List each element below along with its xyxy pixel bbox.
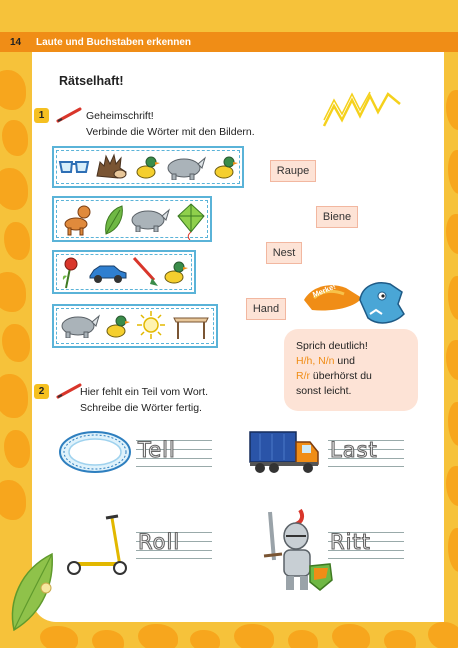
rhino-icon xyxy=(128,208,170,232)
page-header xyxy=(0,0,458,52)
rose-icon xyxy=(60,256,82,290)
leaf-decoration-icon xyxy=(6,552,58,632)
page-title: Rätselhaft! xyxy=(59,74,124,88)
word-ritt: Ritt xyxy=(330,530,371,554)
truck-icon xyxy=(248,428,320,476)
merke-tag: Merke! xyxy=(311,281,337,300)
rhino-icon xyxy=(164,156,206,180)
kite-icon xyxy=(176,202,206,240)
car-icon xyxy=(88,262,128,284)
exercise-2-instruction xyxy=(80,384,208,416)
scooter-icon xyxy=(64,512,130,576)
writing-lines-roll[interactable] xyxy=(136,532,212,558)
word-card-biene[interactable]: Biene xyxy=(316,206,358,228)
exercise-1-line-2: Verbinde die Wörter mit den Bildern. xyxy=(86,126,255,138)
chapter-title: Laute und Buchstaben erkennen xyxy=(36,36,192,48)
hedgehog-icon xyxy=(94,152,128,182)
word-card-raupe[interactable]: Raupe xyxy=(270,160,316,182)
tip-highlight-r: R/r xyxy=(296,370,310,382)
rhino-icon xyxy=(58,314,100,338)
tip-line-2-rest: und xyxy=(334,355,355,367)
word-last: Last xyxy=(330,438,378,462)
duck-icon xyxy=(134,154,160,180)
tip-box xyxy=(284,329,418,411)
header-bar xyxy=(0,32,458,52)
exercise-1-instruction xyxy=(86,108,255,140)
sun-icon xyxy=(136,310,166,340)
tip-line-2 xyxy=(296,354,406,369)
word-card-nest[interactable]: Nest xyxy=(266,242,302,264)
zigzag-decoration-icon xyxy=(322,90,404,130)
dragon-mascot-icon xyxy=(302,276,408,332)
duck-icon xyxy=(212,154,238,180)
exercise-1-number: 1 xyxy=(34,108,49,123)
tip-highlight-hn: H/h, N/n xyxy=(296,355,335,367)
writing-lines-tell[interactable] xyxy=(136,440,212,466)
page-number: 14 xyxy=(10,36,22,48)
duck-icon xyxy=(162,258,188,286)
tip-line-3-rest: überhörst du xyxy=(310,370,372,382)
duck-icon xyxy=(104,312,130,340)
exercise-2-line-1: Hier fehlt ein Teil vom Wort. xyxy=(80,386,208,398)
dog-icon xyxy=(58,202,94,236)
word-card-hand[interactable]: Hand xyxy=(246,298,286,320)
word-roll: Roll xyxy=(138,530,181,554)
tip-line-3 xyxy=(296,369,406,384)
exercise-2-line-2: Schreibe die Wörter fertig. xyxy=(80,402,202,414)
tip-line-1: Sprich deutlich! xyxy=(296,340,368,352)
word-tell: Tell xyxy=(138,438,176,462)
tip-line-4: sonst leicht. xyxy=(296,385,352,397)
knight-icon xyxy=(256,508,336,594)
paintbrush-icon xyxy=(130,256,160,288)
plate-icon xyxy=(58,430,132,474)
exercise-1-line-1: Geheimschrift! xyxy=(86,110,154,122)
writing-lines-ritt[interactable] xyxy=(328,532,404,558)
glasses-icon xyxy=(58,156,90,178)
exercise-2-number: 2 xyxy=(34,384,49,399)
leaf-icon xyxy=(100,204,126,236)
table-icon xyxy=(172,312,210,340)
pencil-icon xyxy=(54,106,84,124)
writing-lines-last[interactable] xyxy=(328,440,404,466)
